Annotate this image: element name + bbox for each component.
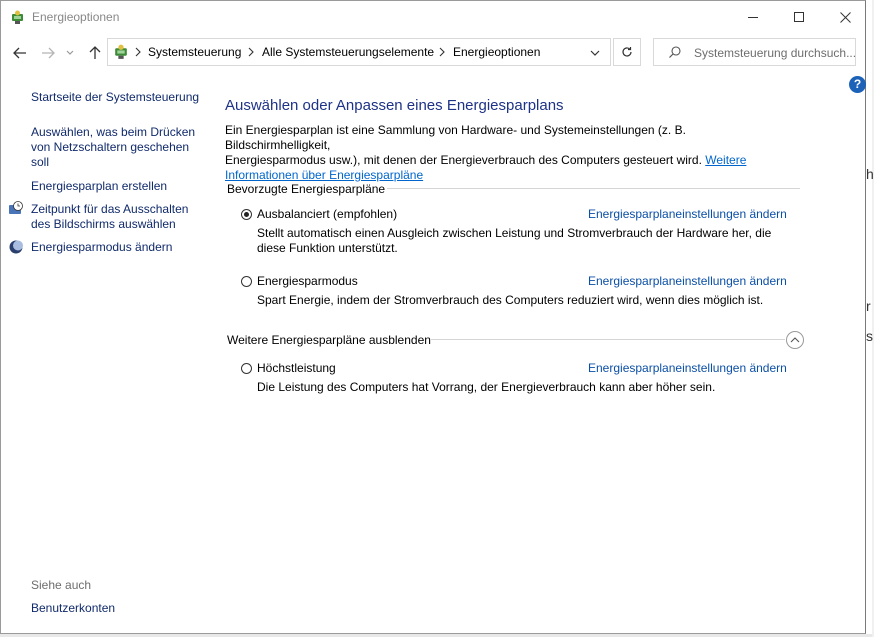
link-create-plan[interactable]: Energiesparplan erstellen	[31, 179, 168, 193]
address-bar[interactable]	[107, 38, 611, 66]
chevron-down-icon	[590, 50, 600, 57]
plan-desc-ausbalanciert	[257, 226, 797, 256]
chevron-right-icon	[437, 46, 447, 58]
back-button[interactable]	[10, 43, 30, 63]
arrow-up-icon	[89, 46, 101, 60]
title-bar	[1, 1, 865, 33]
more-plans-header: Weitere Energiesparpläne ausblenden	[227, 333, 431, 347]
page-title: Auswählen oder Anpassen eines Energiesparplans	[225, 97, 564, 114]
power-options-icon	[9, 9, 26, 26]
link-sleep-change[interactable]: Energiesparmodus ändern	[31, 240, 173, 254]
link-user-accounts[interactable]: Benutzerkonten	[31, 601, 116, 615]
plan-desc-hoechstleistung: Die Leistung des Computers hat Vorrang, der Energieverbrauch kann aber höher sein.	[257, 380, 716, 394]
address-dropdown-button[interactable]	[586, 44, 604, 62]
divider	[387, 188, 800, 189]
page-description	[225, 123, 785, 183]
link-display-off-line1[interactable]: Zeitpunkt für das Ausschalten	[31, 202, 189, 216]
see-also-heading: Siehe auch	[31, 578, 92, 592]
search-icon	[668, 45, 682, 59]
divider	[431, 339, 785, 340]
breadcrumb-systemsteuerung[interactable]: Systemsteuerung	[148, 45, 242, 59]
radio-hoechstleistung[interactable]	[241, 363, 252, 374]
plan-name-energiesparmodus[interactable]: Energiesparmodus	[257, 274, 358, 288]
description-line2: Energiesparmodus usw.), mit denen der Energieverbrauch des Computers gesteuert wird.	[225, 153, 702, 167]
up-button[interactable]	[85, 43, 105, 63]
change-settings-link-ausbalanciert[interactable]: Energiesparplaneinstellungen ändern	[588, 207, 787, 221]
chevron-right-icon	[246, 46, 256, 58]
search-box[interactable]	[653, 38, 856, 66]
chevron-up-icon	[790, 337, 800, 343]
close-icon	[840, 12, 851, 23]
link-display-off-line2[interactable]: des Bildschirms auswählen	[31, 217, 176, 231]
search-placeholder: Systemsteuerung durchsuch...	[694, 46, 857, 60]
navigation-bar	[1, 37, 865, 69]
link-power-buttons-line2[interactable]: von Netzschaltern geschehen	[31, 140, 190, 154]
radio-ausbalanciert[interactable]	[241, 209, 252, 220]
background-text-fragment: r	[866, 298, 871, 314]
recent-locations-button[interactable]	[63, 43, 77, 63]
plan-desc-energiesparmodus: Spart Energie, indem der Stromverbrauch des Computers reduziert wird, wenn dies möglich ist.	[257, 293, 764, 307]
moon-icon	[8, 239, 24, 255]
plan-name-hoechstleistung[interactable]: Höchstleistung	[257, 361, 336, 375]
more-info-link[interactable]: Weitere	[705, 153, 747, 167]
chevron-right-icon	[133, 46, 143, 58]
more-info-link-line2[interactable]: Informationen über Energiesparpläne	[225, 168, 424, 182]
radio-energiesparmodus[interactable]	[241, 276, 252, 287]
background-window-edge	[866, 0, 872, 637]
help-button[interactable]: ?	[849, 76, 866, 93]
chevron-down-icon	[66, 50, 74, 56]
maximize-button[interactable]	[776, 1, 822, 33]
arrow-right-icon	[41, 47, 55, 59]
plan-name-ausbalanciert[interactable]: Ausbalanciert (empfohlen)	[257, 207, 398, 221]
plan-desc-line1: Stellt automatisch einen Ausgleich zwischen Leistung und Stromverbrauch der Hardware her, die	[257, 226, 772, 240]
minimize-icon	[748, 12, 759, 23]
change-settings-link-hoechstleistung[interactable]: Energiesparplaneinstellungen ändern	[588, 361, 787, 375]
link-control-panel-home[interactable]: Startseite der Systemsteuerung	[31, 90, 200, 104]
description-line1: Ein Energiesparplan ist eine Sammlung von Hardware- und Systemeinstellungen (z. B. Bildschirmhelligkeit,	[225, 123, 686, 152]
window-title: Energieoptionen	[32, 10, 120, 24]
minimize-button[interactable]	[730, 1, 776, 33]
background-text-fragment: s	[866, 328, 873, 344]
link-power-buttons-line1[interactable]: Auswählen, was beim Drücken	[31, 125, 196, 139]
background-text-fragment: h	[866, 166, 874, 182]
link-power-buttons-line3[interactable]: soll	[31, 155, 50, 169]
clock-monitor-icon	[8, 201, 24, 217]
breadcrumb-energieoptionen[interactable]: Energieoptionen	[453, 45, 541, 59]
arrow-left-icon	[13, 47, 27, 59]
forward-button[interactable]	[38, 43, 58, 63]
preferred-plans-header: Bevorzugte Energiesparpläne	[227, 182, 386, 196]
refresh-button[interactable]	[613, 38, 641, 66]
close-button[interactable]	[822, 1, 868, 33]
refresh-icon	[621, 46, 633, 58]
change-settings-link-energiesparmodus[interactable]: Energiesparplaneinstellungen ändern	[588, 274, 787, 288]
breadcrumb-alle-elemente[interactable]: Alle Systemsteuerungselemente	[262, 45, 435, 59]
plan-desc-line2: diese Funktion unterstützt.	[257, 241, 398, 255]
power-options-icon	[112, 43, 130, 61]
maximize-icon	[794, 12, 805, 23]
collapse-more-plans-button[interactable]	[786, 331, 804, 349]
